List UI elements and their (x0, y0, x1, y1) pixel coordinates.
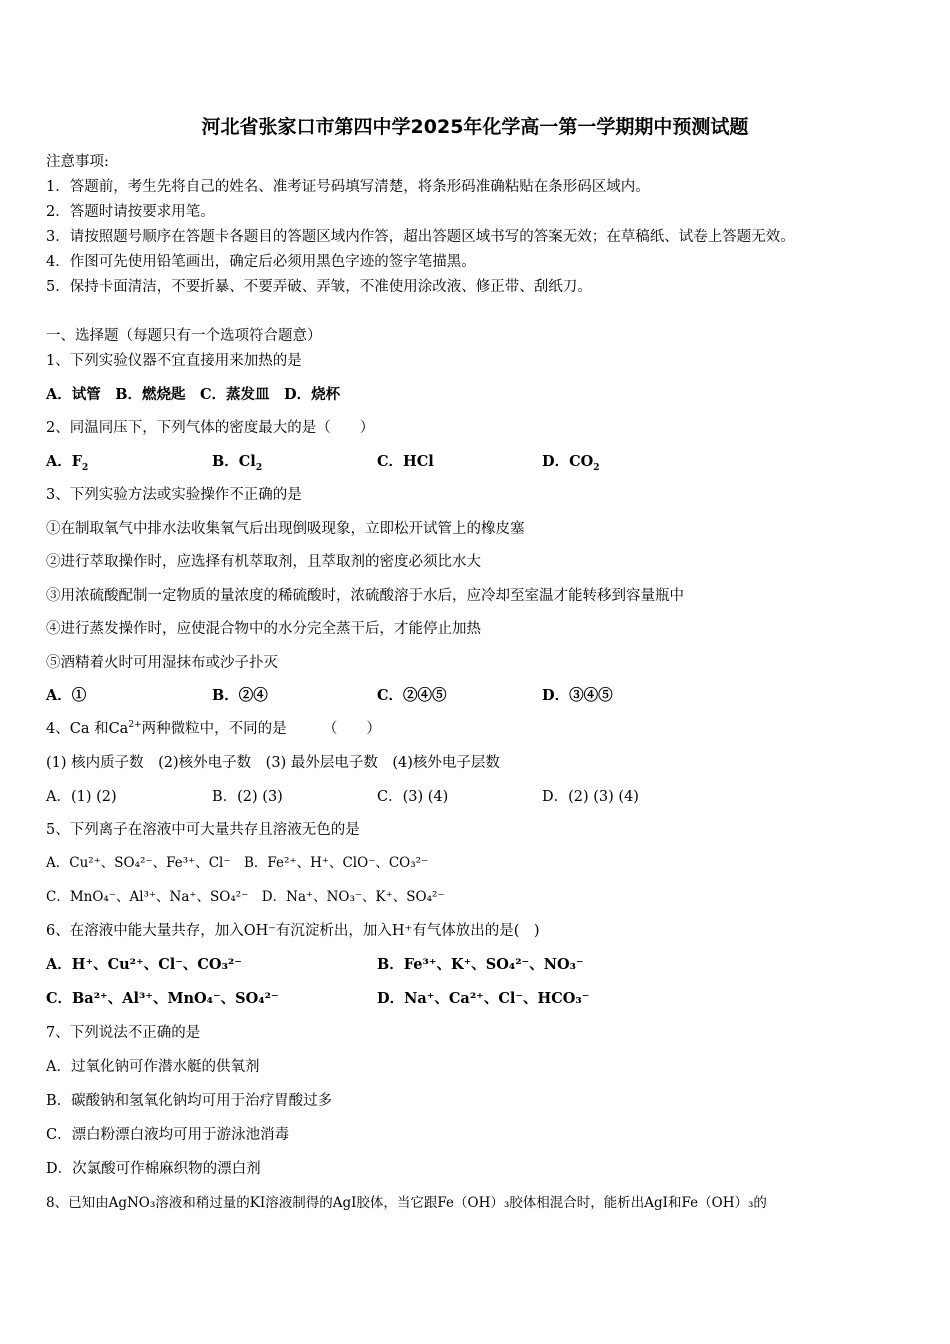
question-4-option-d: D．(2) (3) (4) (542, 789, 639, 805)
question-7-stem: 7、下列说法不正确的是 (46, 1025, 201, 1041)
question-6-option-b: B．Fe³⁺、K⁺、SO₄²⁻、NO₃⁻ (377, 956, 584, 973)
question-7-option-c: C．漂白粉漂白液均可用于游泳池消毒 (46, 1127, 290, 1143)
question-5-stem: 5、下列离子在溶液中可大量共存且溶液无色的是 (46, 822, 360, 838)
question-1-options: A．试管 B．燃烧匙 C．蒸发皿 D．烧杯 (46, 386, 341, 403)
question-2-option-a: A．$F_2$ (46, 453, 89, 473)
question-2-option-c: C．HCl (377, 453, 434, 470)
question-7-option-a: A．过氧化钠可作潜水艇的供氧剂 (46, 1059, 260, 1075)
question-2-stem: 2、同温同压下，下列气体的密度最大的是（ ） (46, 420, 375, 436)
question-3-statement: ③用浓硫酸配制一定物质的量浓度的稀硫酸时，浓硫酸溶于水后，应冷却至室温才能转移到容量瓶中 (46, 588, 684, 604)
question-4-stem: 4、Ca 和$Ca^{2+}$两种微粒中，不同的是 （ ） (46, 720, 381, 737)
question-3-option-a: A．① (46, 687, 87, 704)
question-3-statement: ①在制取氧气中排水法收集氧气后出现倒吸现象，立即松开试管上的橡皮塞 (46, 521, 525, 537)
question-3-option-c: C．②④⑤ (377, 687, 447, 704)
question-4-option-c: C．(3) (4) (377, 789, 449, 805)
question-5-options-cd: C．MnO₄⁻、Al³⁺、Na⁺、SO₄²⁻ D．Na⁺、NO₃⁻、K⁺、SO₄²⁻ (46, 889, 445, 905)
question-6-option-c: C．Ba²⁺、Al³⁺、MnO₄⁻、SO₄²⁻ (46, 990, 279, 1007)
section-heading: 一、选择题（每题只有一个选项符合题意） (46, 328, 322, 344)
notice-item: 1．答题前，考生先将自己的姓名、准考证号码填写清楚，将条形码准确粘贴在条形码区域内。 (46, 179, 650, 195)
notice-heading: 注意事项: (46, 154, 109, 170)
question-1-stem: 1、下列实验仪器不宜直接用来加热的是 (46, 353, 302, 369)
question-8-stem: 8、已知由AgNO₃溶液和稍过量的KI溶液制得的AgI胶体，当它跟Fe（OH）₃胶体相混合时，能析出AgI和Fe（OH）₃的 (46, 1195, 767, 1211)
question-7-option-b: B．碳酸钠和氢氧化钠均可用于治疗胃酸过多 (46, 1093, 333, 1109)
question-4-option-a: A．(1) (2) (46, 789, 117, 805)
notice-item: 4．作图可先使用铅笔画出，确定后必须用黑色字迹的签字笔描黑。 (46, 254, 476, 270)
question-3-stem: 3、下列实验方法或实验操作不正确的是 (46, 487, 302, 503)
question-6-option-a: A．H⁺、Cu²⁺、Cl⁻、CO₃²⁻ (46, 956, 242, 973)
question-6-option-d: D．Na⁺、Ca²⁺、Cl⁻、HCO₃⁻ (377, 990, 590, 1007)
question-5-options-ab: A．Cu²⁺、SO₄²⁻、Fe³⁺、Cl⁻ B．Fe²⁺、H⁺、ClO⁻、CO₃²⁻ (46, 855, 429, 871)
question-3-statement: ④进行蒸发操作时，应使混合物中的水分完全蒸干后，才能停止加热 (46, 621, 481, 637)
question-7-option-d: D．次氯酸可作棉麻织物的漂白剂 (46, 1161, 261, 1177)
question-3-option-d: D．③④⑤ (542, 687, 613, 704)
notice-item: 2．答题时请按要求用笔。 (46, 204, 215, 220)
question-3-option-b: B．②④ (212, 687, 268, 704)
question-3-statement: ⑤酒精着火时可用湿抹布或沙子扑灭 (46, 655, 278, 671)
question-6-stem: 6、在溶液中能大量共存，加入OH⁻有沉淀析出，加入H⁺有气体放出的是( ) (46, 923, 540, 939)
page-title: 河北省张家口市第四中学2025年化学高一第一学期期中预测试题 (201, 116, 749, 138)
notice-item: 5．保持卡面清洁，不要折暴、不要弄破、弄皱，不准使用涂改液、修正带、刮纸刀。 (46, 279, 592, 295)
question-2-option-b: B．$Cl_2$ (212, 453, 263, 473)
question-4-option-b: B．(2) (3) (212, 789, 283, 805)
question-3-statement: ②进行萃取操作时，应选择有机萃取剂，且萃取剂的密度必须比水大 (46, 554, 481, 570)
notice-item: 3．请按照题号顺序在答题卡各题目的答题区域内作答，超出答题区域书写的答案无效；在草稿纸、试卷上答题无效。 (46, 229, 795, 245)
question-2-option-d: D．$CO_2$ (542, 453, 600, 473)
question-4-items: (1) 核内质子数 (2)核外电子数 (3) 最外层电子数 (4)核外电子层数 (46, 755, 500, 771)
